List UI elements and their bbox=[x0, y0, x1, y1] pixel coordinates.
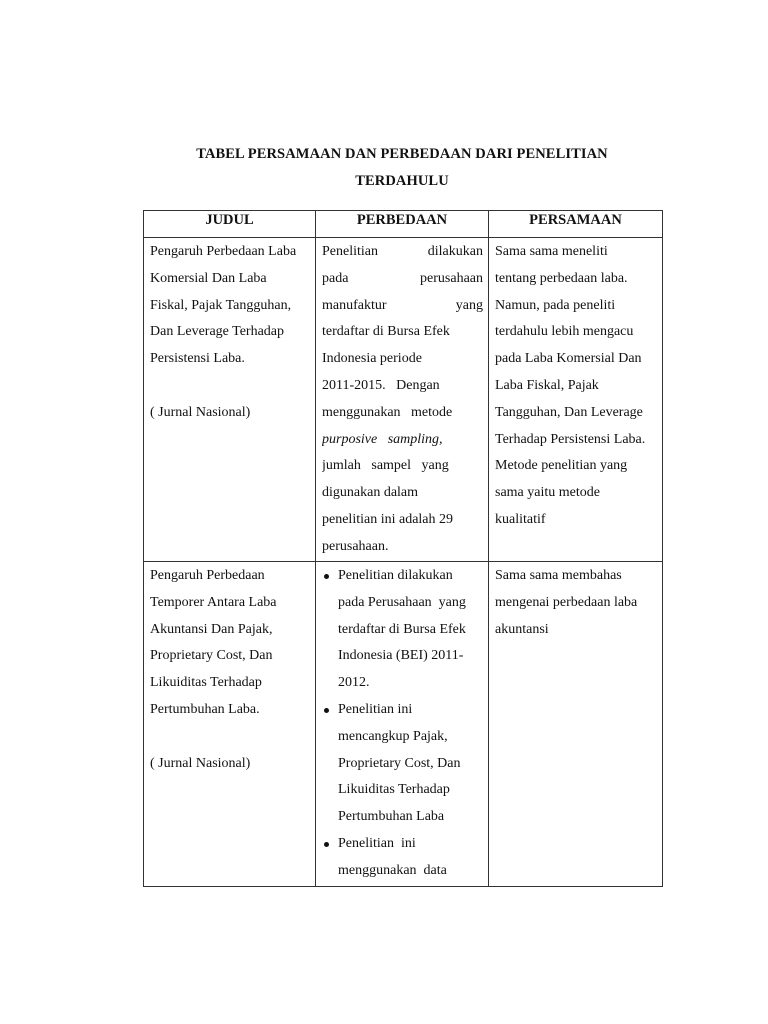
header-judul: JUDUL bbox=[144, 211, 316, 238]
journal-note: ( Jurnal Nasional) bbox=[150, 755, 251, 771]
perbedaan-line: perusahaan. bbox=[322, 538, 389, 554]
persamaan-line: Tangguhan, Dan Leverage bbox=[495, 404, 643, 420]
header-persamaan: PERSAMAAN bbox=[489, 211, 663, 238]
bullet-line: mencangkup Pajak, bbox=[338, 728, 448, 744]
bullet-line: Penelitian ini bbox=[338, 835, 416, 851]
bullet-icon bbox=[324, 574, 329, 579]
table-title-line-1: TABEL PERSAMAAN DAN PERBEDAAN DARI PENELITIAN bbox=[196, 146, 608, 162]
cell-perbedaan bbox=[316, 238, 489, 562]
judul-line: Komersial Dan Laba bbox=[150, 270, 267, 286]
bullet-icon bbox=[324, 708, 329, 713]
persamaan-line: sama yaitu metode bbox=[495, 485, 600, 501]
perbedaan-line: pada perusahaan bbox=[322, 270, 483, 286]
bullet-line: Indonesia (BEI) 2011- bbox=[338, 648, 464, 664]
perbedaan-line-italic: purposive sampling, bbox=[322, 431, 443, 447]
persamaan-line: Sama sama meneliti bbox=[495, 244, 608, 259]
judul-line: Likuiditas Terhadap bbox=[150, 675, 262, 691]
perbedaan-line: terdaftar di Bursa Efek bbox=[322, 324, 450, 340]
persamaan-line: Terhadap Persistensi Laba. bbox=[495, 431, 646, 447]
bullet-line: Pertumbuhan Laba bbox=[338, 809, 445, 825]
persamaan-line: mengenai perbedaan laba bbox=[495, 594, 638, 610]
bullet-line: 2012. bbox=[338, 675, 370, 691]
judul-line: Temporer Antara Laba bbox=[150, 594, 277, 610]
comparison-table bbox=[143, 210, 663, 887]
judul-line: Persistensi Laba. bbox=[150, 351, 245, 367]
cell-perbedaan bbox=[316, 562, 489, 887]
persamaan-line: terdahulu lebih mengacu bbox=[495, 324, 634, 340]
bullet-line: terdaftar di Bursa Efek bbox=[338, 621, 466, 637]
judul-line: Pengaruh Perbedaan bbox=[150, 568, 265, 583]
persamaan-line: Sama sama membahas bbox=[495, 568, 622, 583]
table-row bbox=[144, 562, 663, 887]
bullet-line: Likuiditas Terhadap bbox=[338, 782, 450, 798]
perbedaan-line: manufaktur yang bbox=[322, 297, 483, 313]
judul-line: Proprietary Cost, Dan bbox=[150, 648, 273, 664]
table-header-row bbox=[144, 211, 663, 238]
judul-line: Akuntansi Dan Pajak, bbox=[150, 621, 273, 637]
bullet-line: Penelitian dilakukan bbox=[338, 568, 453, 583]
bullet-icon bbox=[324, 842, 329, 847]
cell-judul bbox=[144, 238, 316, 562]
header-perbedaan: PERBEDAAN bbox=[316, 211, 489, 238]
perbedaan-line: jumlah sampel yang bbox=[322, 458, 449, 474]
bullet-line: pada Perusahaan yang bbox=[338, 594, 466, 610]
cell-persamaan bbox=[489, 238, 663, 562]
judul-line: Pengaruh Perbedaan Laba bbox=[150, 244, 297, 259]
perbedaan-line: Penelitian dilakukan bbox=[322, 244, 483, 259]
bullet-item bbox=[322, 697, 483, 831]
bullet-line: Proprietary Cost, Dan bbox=[338, 755, 461, 771]
persamaan-line: Namun, pada peneliti bbox=[495, 297, 616, 313]
perbedaan-line: menggunakan metode bbox=[322, 404, 453, 420]
persamaan-line: kualitatif bbox=[495, 511, 546, 527]
perbedaan-line: digunakan dalam bbox=[322, 485, 419, 501]
bullet-line: menggunakan data bbox=[338, 862, 447, 878]
persamaan-line: Laba Fiskal, Pajak bbox=[495, 377, 599, 393]
judul-line: Dan Leverage Terhadap bbox=[150, 324, 285, 340]
cell-persamaan bbox=[489, 562, 663, 887]
table-row bbox=[144, 238, 663, 562]
bullet-line: Penelitian ini bbox=[338, 701, 413, 717]
cell-judul bbox=[144, 562, 316, 887]
judul-line: Fiskal, Pajak Tangguhan, bbox=[150, 297, 292, 313]
perbedaan-line: 2011-2015. Dengan bbox=[322, 377, 440, 393]
bullet-item bbox=[322, 831, 483, 885]
perbedaan-line: Indonesia periode bbox=[322, 351, 422, 367]
judul-line: Pertumbuhan Laba. bbox=[150, 701, 260, 717]
journal-note: ( Jurnal Nasional) bbox=[150, 404, 251, 420]
persamaan-line: akuntansi bbox=[495, 621, 549, 637]
bullet-item bbox=[322, 563, 483, 697]
persamaan-line: pada Laba Komersial Dan bbox=[495, 351, 642, 367]
persamaan-line: tentang perbedaan laba. bbox=[495, 270, 628, 286]
table-title-line-2: TERDAHULU bbox=[355, 173, 449, 189]
perbedaan-line: penelitian ini adalah 29 bbox=[322, 511, 454, 527]
persamaan-line: Metode penelitian yang bbox=[495, 458, 628, 474]
